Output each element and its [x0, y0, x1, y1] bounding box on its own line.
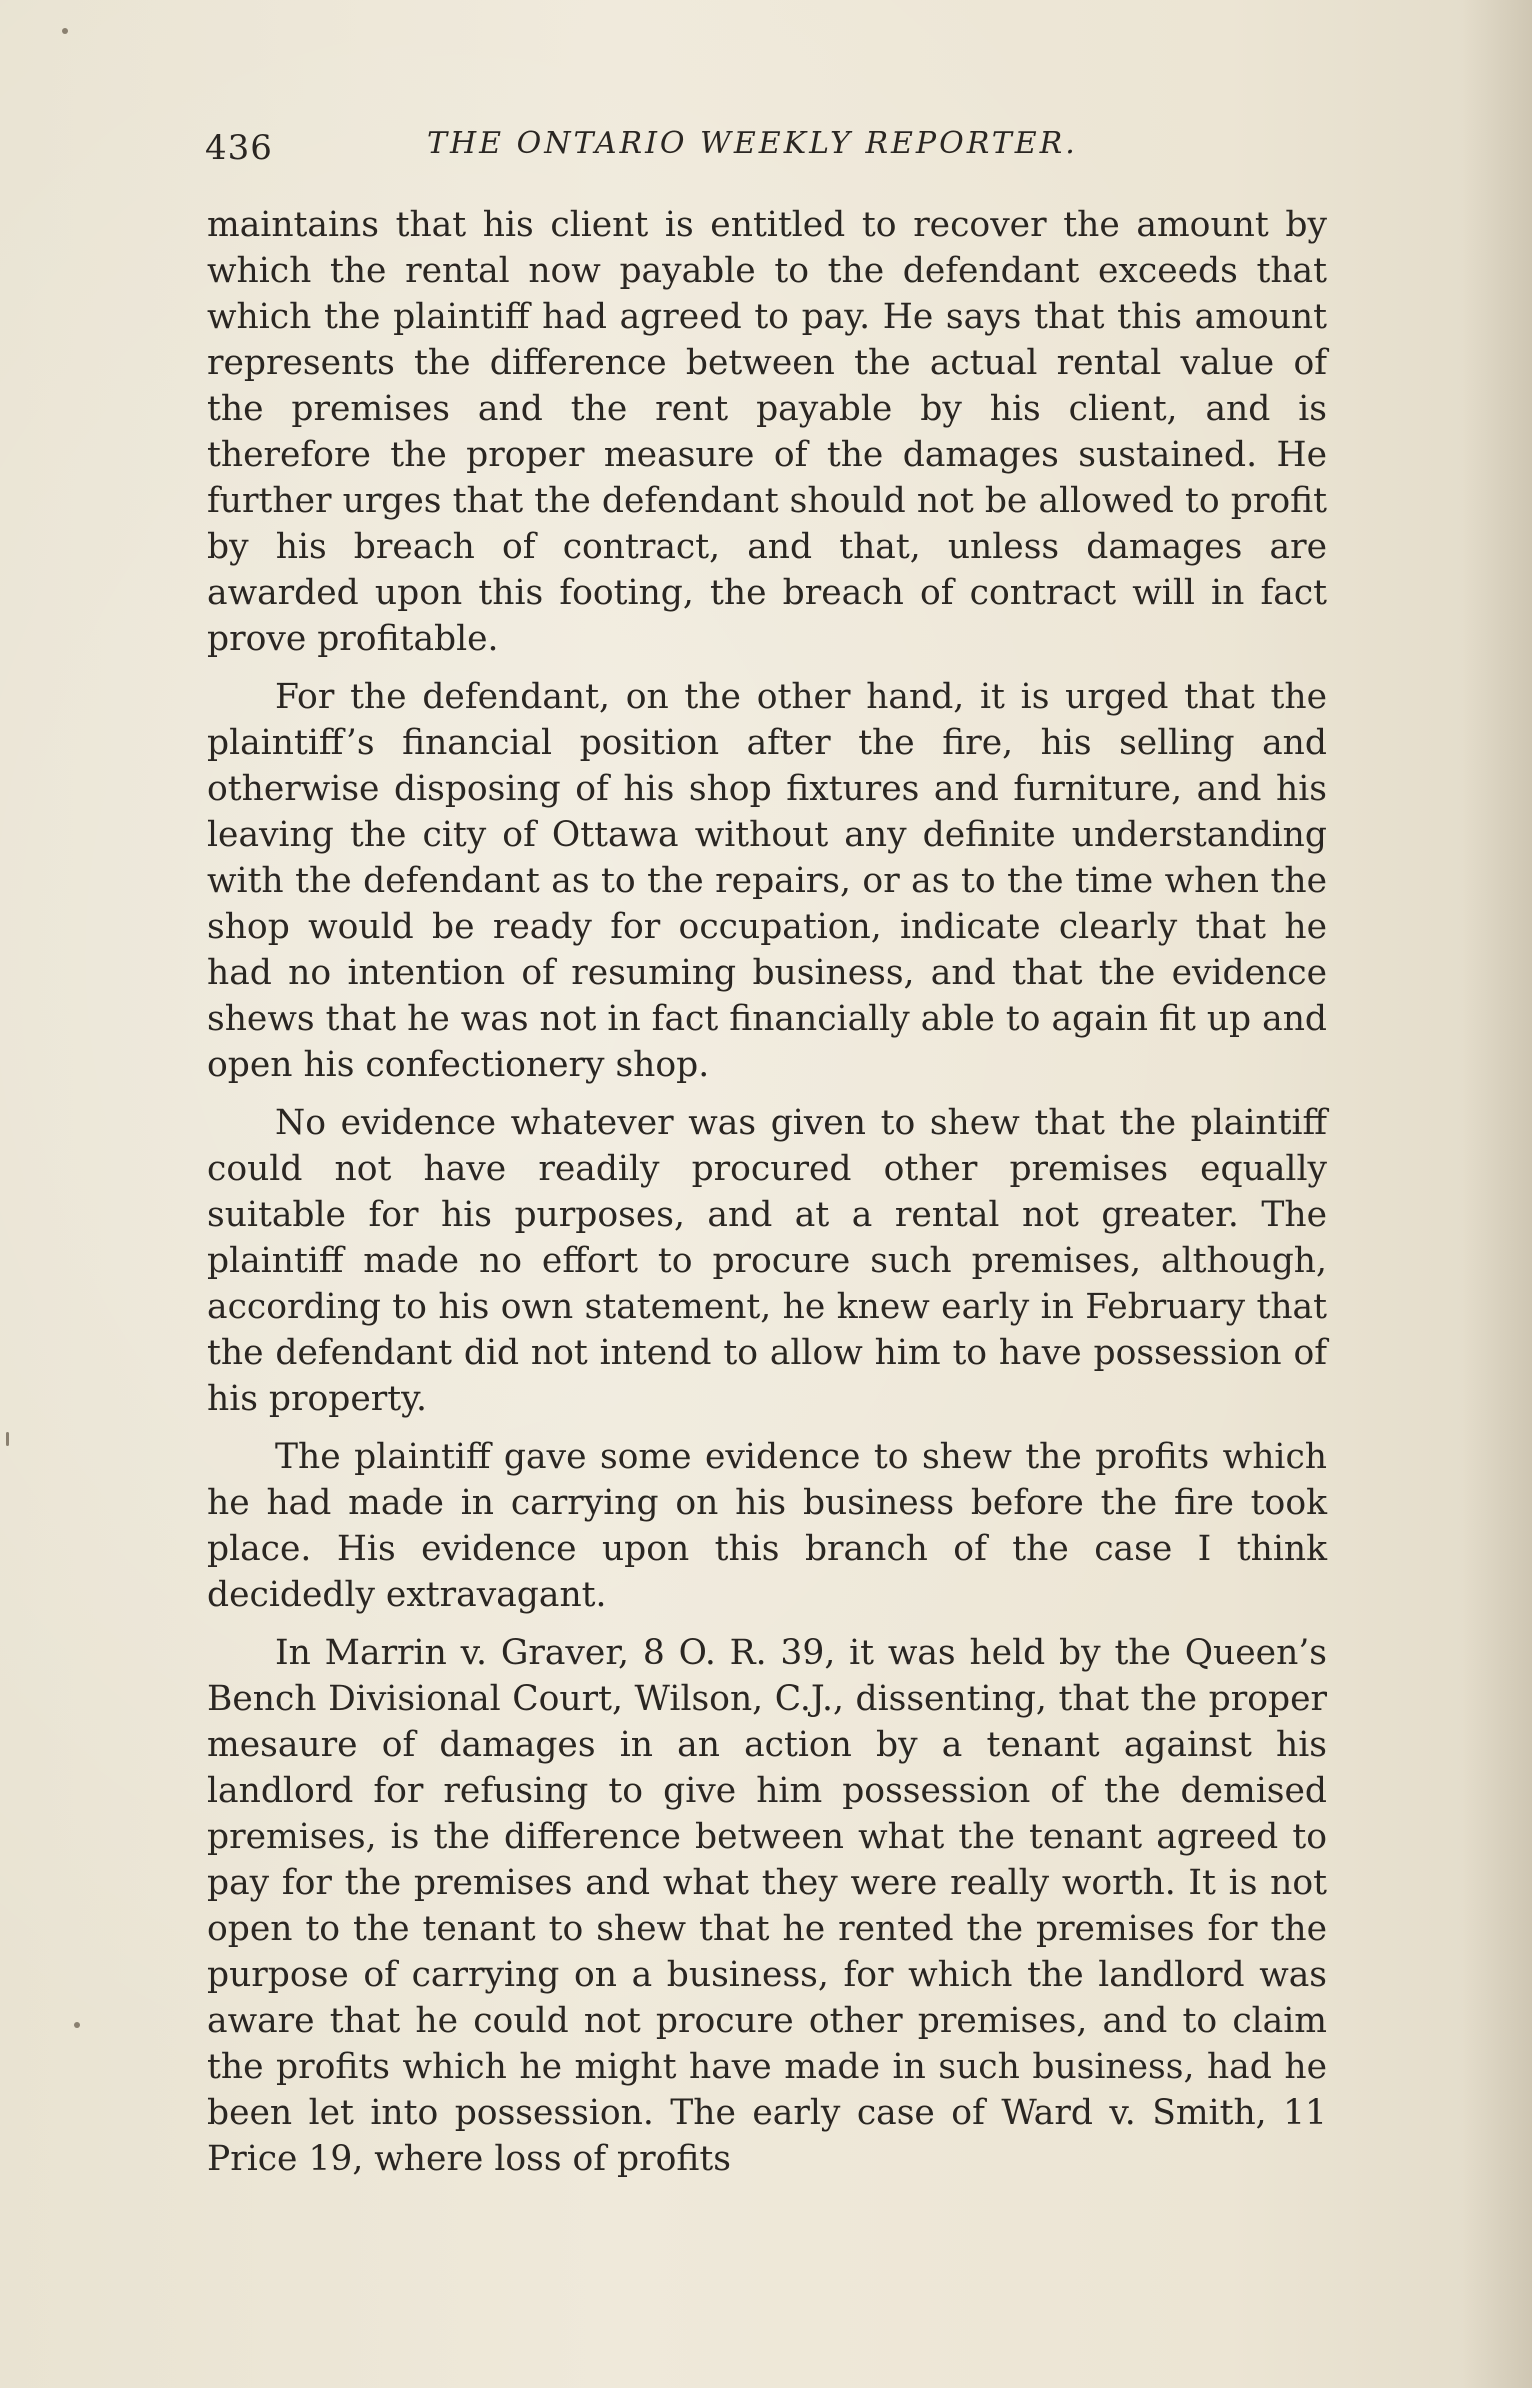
- running-title: THE ONTARIO WEEKLY REPORTER.: [427, 126, 1078, 161]
- body-text: [207, 202, 1327, 2194]
- paper-speck: [6, 1432, 9, 1446]
- paragraph-continued: maintains that his client is entitled to recover the amount by which the rental now payable to the defendant exceeds that which the plaintiff had agreed to pay. He says that this amount represents the difference between the actual rental value of the premises and the rent payable by his client, and is therefore the proper measure of the damages sustained. He further urges that the defendant should not be allowed to profit by his breach of contract, and that, unless damages are awarded upon this footing, the breach of contract will in fact prove profitable.: [207, 205, 1327, 659]
- page-number: 436: [205, 128, 273, 168]
- paper-speck: [74, 2022, 80, 2028]
- paragraph-defendant-argument: For the defendant, on the other hand, it is urged that the plaintiff’s financial position after the fire, his selling and otherwise disposing of his shop fixtures and furniture, and his leaving the city of Ottawa without any definite understanding with the defendant as to the repairs, or as to the time when the shop would be ready for occupation, indicate clearly that he had no intention of resuming business, and that the evidence shews that he was not in fact financially able to again fit up and open his confectionery shop.: [207, 677, 1327, 1085]
- page-edge-shadow: [1462, 0, 1532, 2388]
- paragraph-profits-evidence: The plaintiff gave some evidence to shew the profits which he had made in carrying on his business before the fire took place. His evidence upon this branch of the case I think decidedly extravagant.: [207, 1437, 1327, 1615]
- paragraph-no-evidence: No evidence whatever was given to shew that the plaintiff could not have readily procured other premises equally suitable for his purposes, and at a rental not greater. The plaintiff made no effort to procure such premises, although, according to his own statement, he knew early in February that the defendant did not intend to allow him to have possession of his property.: [207, 1103, 1327, 1419]
- page-header: [205, 118, 1345, 178]
- paper-speck: [62, 28, 68, 34]
- paragraph-marrin-v-graver: In Marrin v. Graver, 8 O. R. 39, it was held by the Queen’s Bench Divisional Court, Wilson, C.J., dissenting, that the proper mesaure of damages in an action by a tenant against his landlord for refusing to give him possession of the demised premises, is the difference between what the tenant agreed to pay for the premises and what they were really worth. It is not open to the tenant to shew that he rented the premises for the purpose of carrying on a business, for which the landlord was aware that he could not procure other premises, and to claim the profits which he might have made in such business, had he been let into possession. The early case of Ward v. Smith, 11 Price 19, where loss of profits: [207, 1633, 1327, 2179]
